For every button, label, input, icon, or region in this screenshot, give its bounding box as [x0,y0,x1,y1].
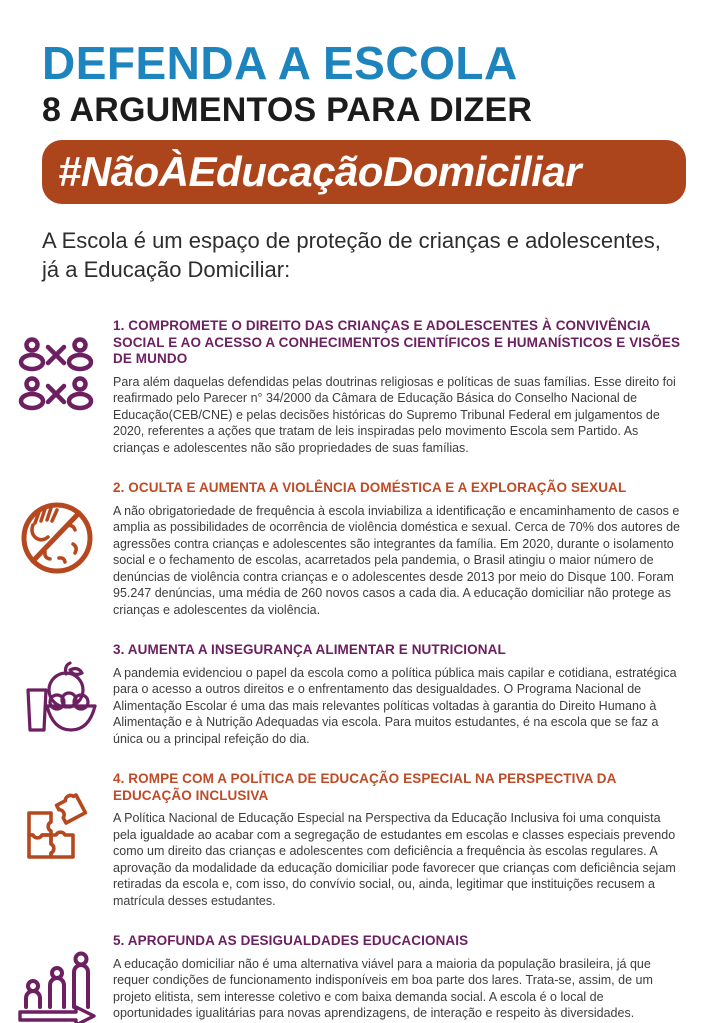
page-title: DEFENDA A ESCOLA [42,37,518,89]
inequality-growth-icon [14,949,100,1023]
argument-title-5: 5. APROFUNDA AS DESIGUALDADES EDUCACIONAIS [113,933,469,948]
icon-column [0,771,113,909]
argument-section-2 [0,480,724,618]
no-violence-hand-icon [15,496,99,580]
argument-body-1: Para além daquelas defendidas pelas doutrinas religiosas e políticas de suas famílias. Esse direito foi reafirmado pelo Parecer n° 34/2000 da Câmara de Educação Básica do Conselho Nacional de Educação(CEB/CNE) e pelas decisões históricas do Supremo Tribunal Federal em julgamentos de 2020, referentes a ações que tratam de leis inspiradas pelo movimento Escola sem Partido. As crianças e adolescentes não são propriedades de suas famílias. [113,374,676,455]
icon-column [0,318,113,456]
argument-title-4: 4. ROMPE COM A POLÍTICA DE EDUCAÇÃO ESPECIAL NA PERSPECTIVA DA EDUCAÇÃO INCLUSIVA [113,771,616,803]
poster-header [0,0,724,284]
puzzle-pieces-icon [15,787,99,873]
argument-section-4 [0,771,724,909]
icon-column [0,480,113,618]
school-meal-icon [14,658,100,740]
argument-body-2: A não obrigatoriedade de frequência à escola inviabiliza a identificação e encaminhamento de casos e amplia as possibilidades de ocorrência de violência doméstica e sexual. Cerca de 70% dos autores de agressões contra crianças e adolescentes são integrantes da família. Em 2020, durante o isolamento social e o fechamento de escolas, acarretados pela pandemia, o Brasil atingiu o maior número de denúncias de violência contra crianças e o adolescentes desde 2013 por meio do Disque 100. Foram 95.247 denúncias, uma média de 260 novos casos a cada dia. A educação domiciliar não protege as crianças e adolescentes da violência. [113,503,680,617]
arguments-list [0,318,724,1023]
argument-body-3: A pandemia evidenciou o papel da escola como a política pública mais capilar e cotidiana, estratégica para o acesso a outros direitos e o enfrentamento das desigualdades. O Programa Nacional de Alimentação Escolar é uma das mais relevantes políticas voltadas à garantia do Direito Humano à Alimentação e à Nutrição Adequadas via escola. Para muitos estudantes, é na escola que se faz a única ou a principal refeição do dia. [113,665,677,746]
page-subtitle: 8 ARGUMENTOS PARA DIZER [42,91,533,129]
argument-title-3: 3. AUMENTA A INSEGURANÇA ALIMENTAR E NUTRICIONAL [113,642,506,657]
icon-column [0,642,113,747]
argument-content [113,933,705,1023]
argument-section-5 [0,933,724,1023]
icon-column [0,933,113,1023]
argument-body-5: A educação domiciliar não é uma alternativa viável para a maioria da população brasileira, já que requer condições de funcionamento indisponíveis em boa parte dos lares. Trata-se, assim, de um projeto elitista, sem interesse coletivo e com baixa demanda social. A escola é o local de oportunidades igualitárias para novas aprendizagens, de interação e respeito às diversidades. [113,956,653,1020]
argument-section-3 [0,642,724,747]
hashtag-text: #NãoÀEducaçãoDomiciliar [58,148,582,195]
argument-content [113,318,705,456]
argument-title-1: 1. COMPROMETE O DIREITO DAS CRIANÇAS E ADOLESCENTES À CONVIVÊNCIA SOCIAL E AO ACESSO A CONHECIMENTOS CIENTÍFICOS E HUMANÍSTICOS E VISÕES DE MUNDO [113,318,681,366]
argument-content [113,771,705,909]
argument-content [113,480,705,618]
argument-body-4: A Política Nacional de Educação Especial na Perspectiva da Educação Inclusiva foi uma conquista pela igualdade ao acabar com a segregação de estudantes em escolas e classes especiais prevendo como um direito das crianças e adolescentes com deficiência a frequência às escolas regulares. A aprovação da modalidade da educação domiciliar pode favorecer que crianças com deficiência sejam retiradas da escola e, com isso, do convívio social, ou, ainda, legitimar que instituições recusem a matrícula desses estudantes. [113,811,676,908]
argument-content [113,642,705,747]
argument-section-1 [0,318,724,456]
people-crossed-icon [16,334,98,414]
intro-paragraph: A Escola é um espaço de proteção de crianças e adolescentes, já a Educação Domiciliar: [42,228,661,282]
hashtag-banner [42,140,686,204]
argument-title-2: 2. OCULTA E AUMENTA A VIOLÊNCIA DOMÉSTICA E A EXPLORAÇÃO SEXUAL [113,480,627,495]
